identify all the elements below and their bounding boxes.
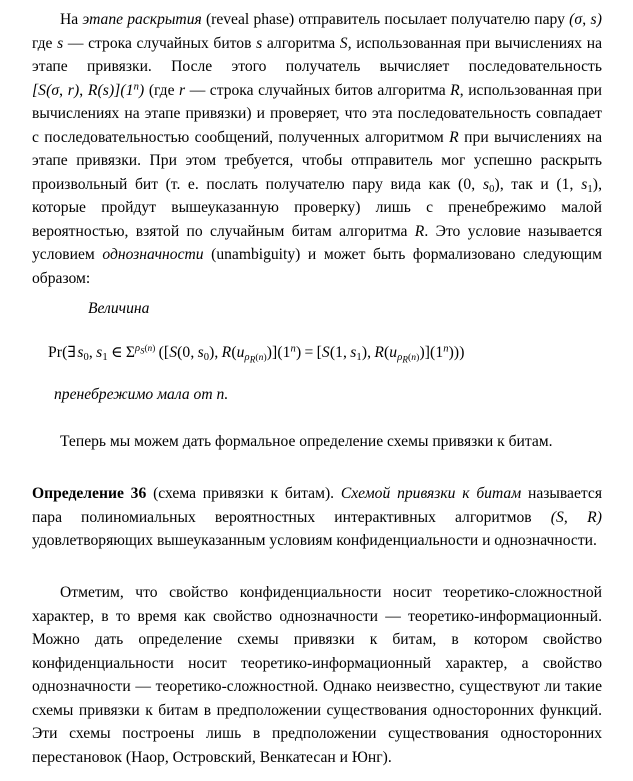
display-equation-unambiguity: Pr(∃ $s_0$, $s_1$ ∈ $\Sigma^{\rho_S(n)}$ ([S(0, $s_0$), $R(u_{\rho_R(n)})](1^n) = [S(1$, $s_1$), $R(u_{\rho_R(n)})](1^n)$)) xyxy=(48,343,465,365)
math-var-R: R xyxy=(449,128,459,146)
math-seq-S-sigma-r: [S(σ, r), R(s)](1$^n$) xyxy=(32,80,145,99)
seg-text: . Это условие называется условием xyxy=(32,222,602,263)
definition-title-parenthetical: (схема привязки к битам). xyxy=(146,485,341,502)
seg-italic-reveal-phase: этапе раскрытия xyxy=(82,11,202,28)
seg-text: при вычислениях на этапе привязки. При этом требуется, чтобы отправитель мог успешно раскрыть произвольный бит (т. е. послать получателю пару вида как xyxy=(32,128,602,193)
paragraph-formal-definition xyxy=(32,430,602,454)
seg-period: . xyxy=(224,386,229,403)
definition-term: Схемой привязки к битам xyxy=(340,485,522,502)
seg-text: , так и xyxy=(499,175,557,193)
math-var-S: S xyxy=(339,34,348,52)
paragraph-remark xyxy=(32,581,602,769)
math-var-r: r xyxy=(179,81,186,99)
definition-36 xyxy=(32,482,602,553)
seg-text: Теперь мы можем дать формальное определение схемы привязки к битам. xyxy=(60,433,553,450)
seg-text: где xyxy=(32,34,58,52)
math-var-n: n xyxy=(216,386,225,403)
paragraph-remark-block xyxy=(32,581,602,769)
definition-36-block xyxy=(32,482,602,553)
seg-text: , которые пройдут вышеуказанную проверку) лишь с пренебрежимо малой вероятностью, взятой по случайным битам алгоритма xyxy=(32,175,602,240)
seg-text: (где xyxy=(144,81,180,99)
math-var-R: R xyxy=(450,81,460,99)
seg-text: — строка случайных битов xyxy=(63,34,257,52)
quote-tail-block xyxy=(32,386,602,404)
paragraph-reveal-phase-block xyxy=(32,8,602,290)
paragraph-formal-definition-block xyxy=(32,430,602,454)
display-equation-block xyxy=(32,343,602,365)
math-pair-S-R: (S, R) xyxy=(550,508,602,526)
seg-text: называется пара полиномиальных вероятностных интерактивных алгоритмов xyxy=(32,485,602,526)
seg-text: (reveal phase) отправитель посылает получателю пару xyxy=(201,11,570,28)
seg-text: , использованная при вычислениях на этапе привязки) и проверяет, что эта последовательность совпадает с последовательностью сообщений, полученных алгоритмом xyxy=(32,81,603,146)
seg-italic-unambiguity: однозначности xyxy=(102,246,204,263)
math-pair-sigma-s: (σ, s) xyxy=(569,11,602,28)
math-var-s: s xyxy=(57,34,64,52)
math-pair-zero-s0: (0, $s_0$) xyxy=(458,175,500,195)
seg-italic-negligible: пренебрежимо мала от xyxy=(54,386,217,403)
seg-text: (unambiguity) и может быть формализовано следующим образом: xyxy=(32,246,602,287)
seg-text: удовлетворяющих вышеуказанным условиям конфиденциальности и однозначности. xyxy=(32,532,597,549)
seg-text: , использованная при вычислениях на этапе привязки. После этого получатель вычисляет последовательность xyxy=(32,34,602,75)
paragraph-reveal-phase xyxy=(32,8,602,290)
seg-text: — строка случайных битов алгоритма xyxy=(185,81,451,99)
seg-text: Отметим, что свойство конфиденциальности носит теоретико-сложностной характер, в то время как свойство однозначности — теоретико-информационный. Можно дать определение схемы привязки к битам, в котором свойство конфиденциальности носит теоретико-информационный характер, а свойство однозначности — теоретико-сложностной. Однако неизвестно, существуют ли такие схемы привязки к битам в предположении существования односторонних функций. Эти схемы построены лишь в предположении существования односторонних перестановок (Наор, Островский, Венкатесан и Юнг). xyxy=(32,584,602,766)
definition-label: Определение 36 xyxy=(32,485,147,502)
quote-lead-block xyxy=(32,300,602,318)
seg-text: алгоритма xyxy=(262,34,340,52)
quote-tail-negligible xyxy=(54,386,602,404)
math-pair-one-s1: (1, $s_1$) xyxy=(556,175,599,195)
math-var-s: s xyxy=(256,34,263,52)
math-var-R: R xyxy=(414,222,425,240)
quote-lead-velichina: Величина xyxy=(88,300,150,317)
seg-text: На xyxy=(60,11,83,28)
